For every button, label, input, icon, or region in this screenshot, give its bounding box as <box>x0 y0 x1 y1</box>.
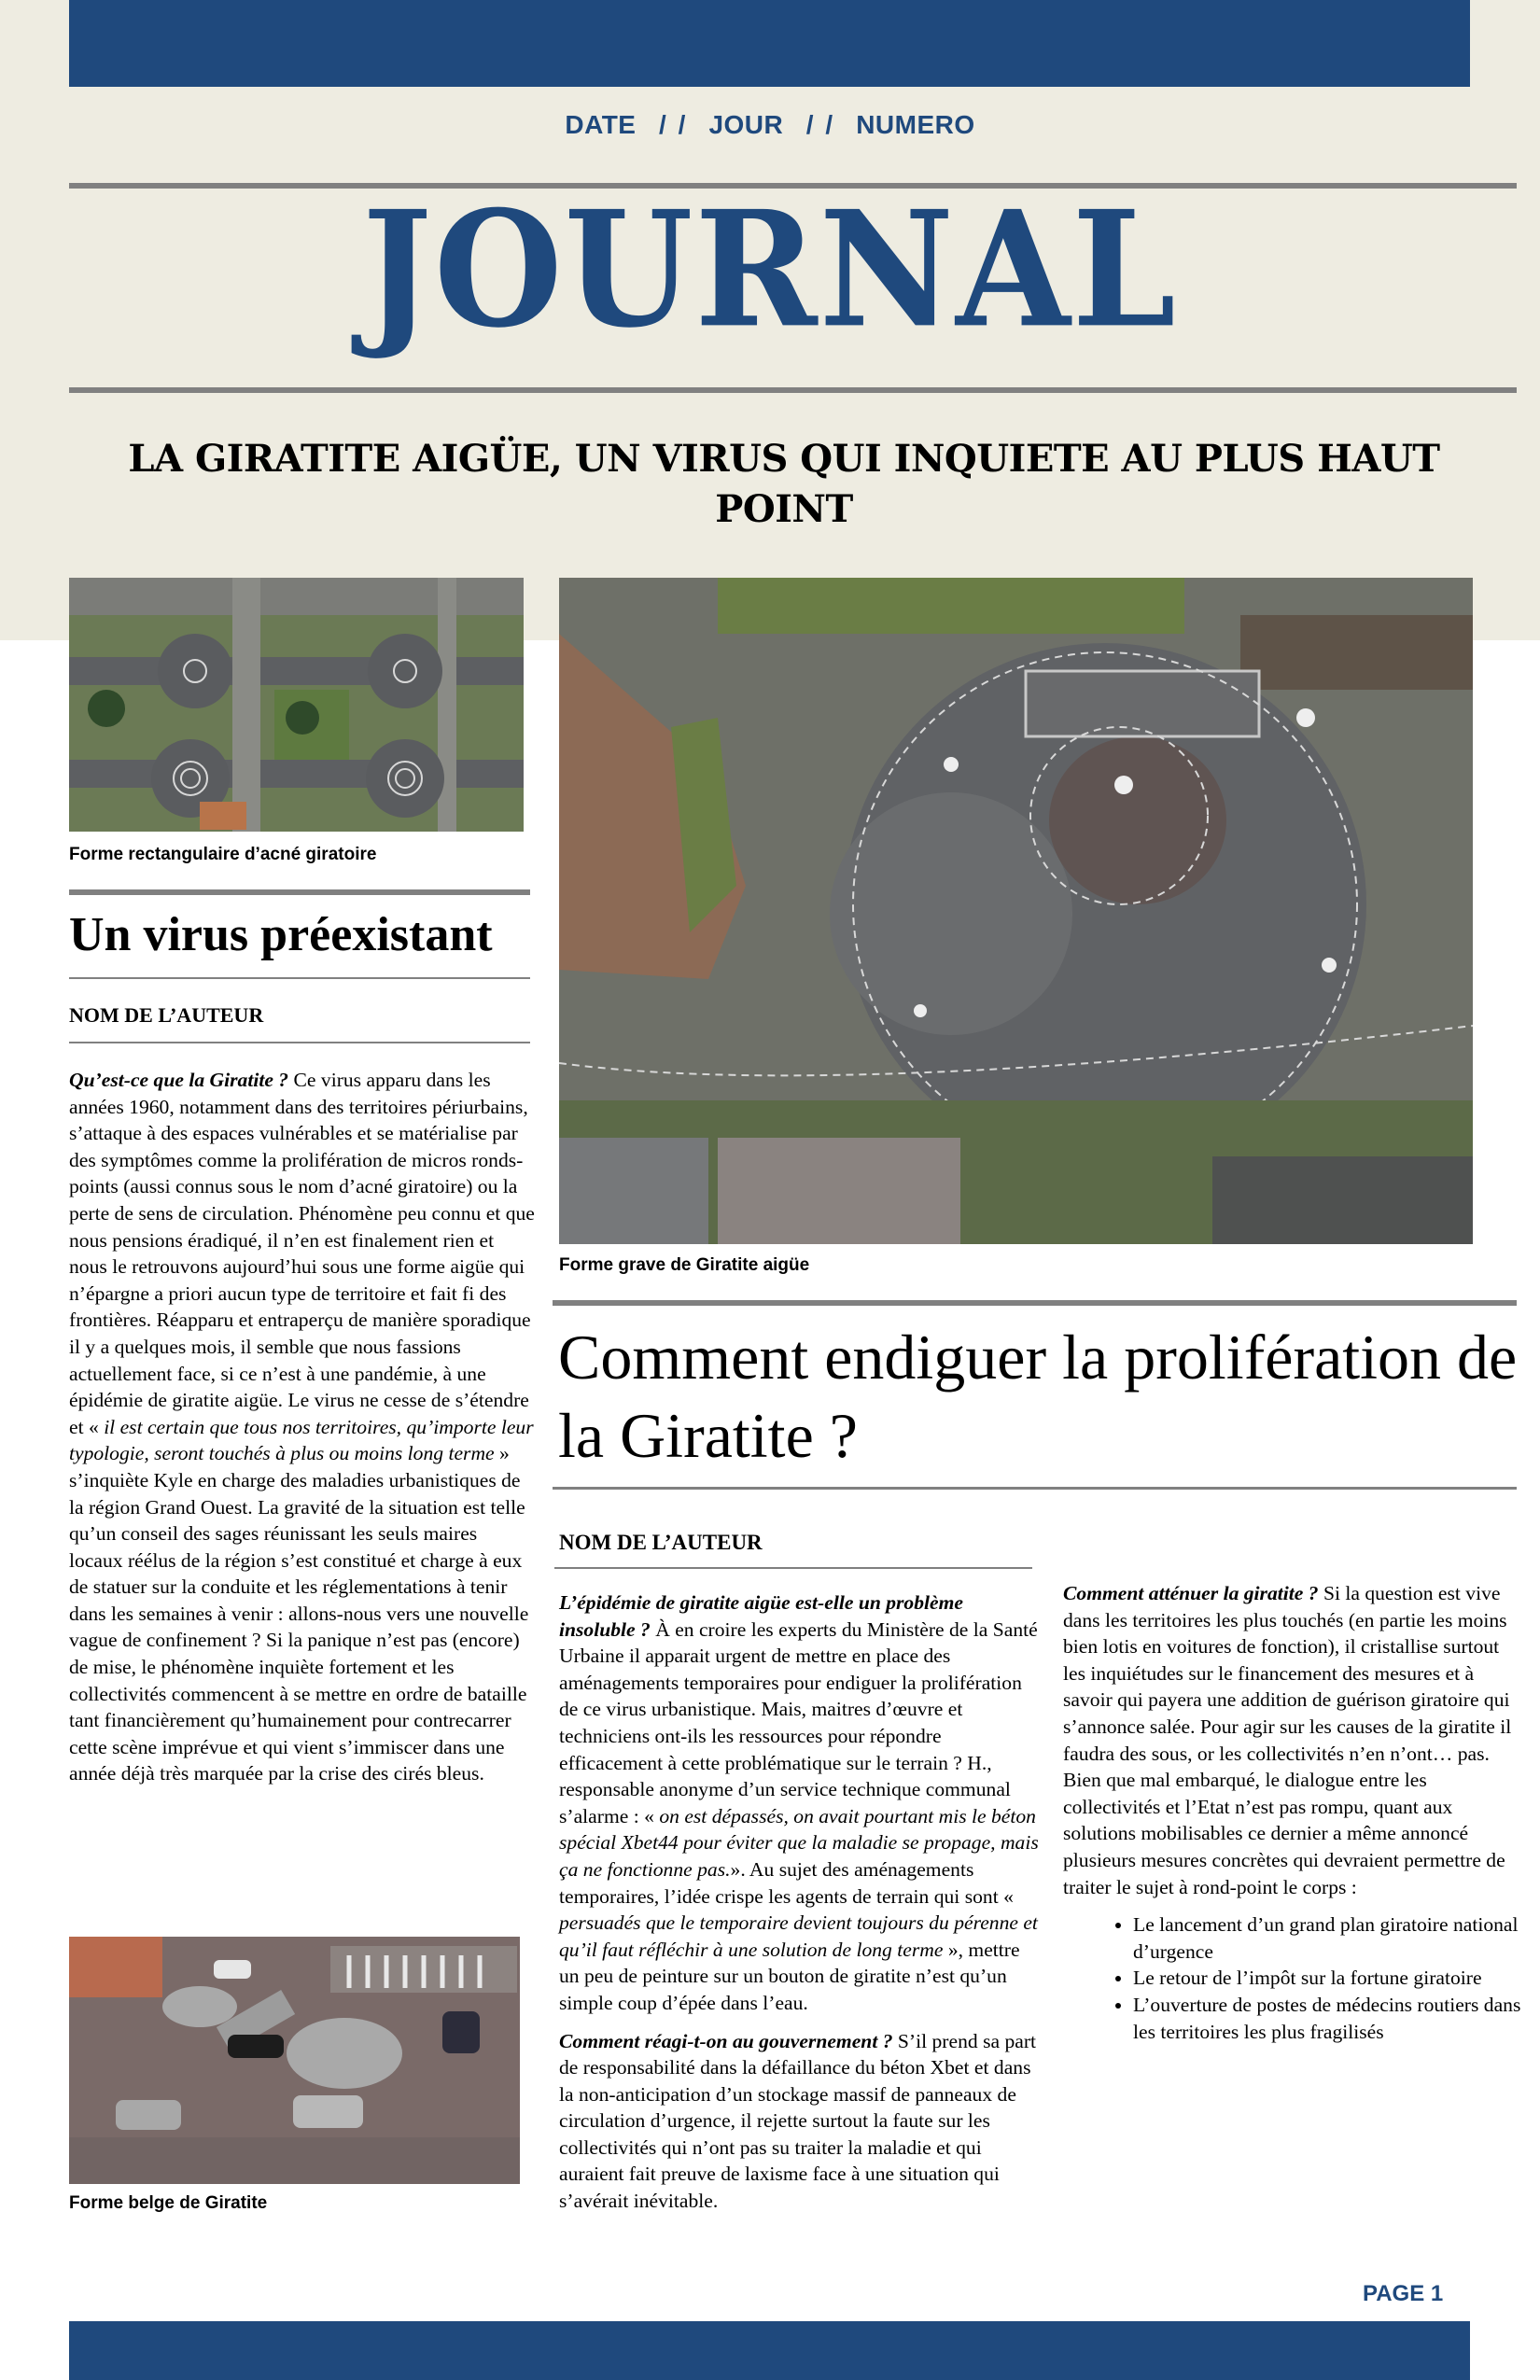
article2-top-rule <box>553 1300 1517 1306</box>
measure-item: • L’ouverture de postes de médecins routiers dans les territoires les plus fragilisés <box>1133 1992 1523 2045</box>
article2-p1-text-a: À en croire les experts du Ministère de la Santé Urbaine il apparait urgent de mettre en place des aménagements temporaires pour endiguer la prolifération de ce virus urbanistique. Mais, maitres d’œuvre et techniciens ont-ils les ressources pour répondre efficacement à cette problématique sur le terrain ? H., responsable anonyme d’un service technique communal s’alarme : « <box>559 1617 1038 1827</box>
article2-p1-text-c: », mettre un peu de peinture sur un bouton de giratite n’est qu’un simple coup d’épée dans l’eau. <box>559 1938 1020 2014</box>
article2-p3-lead: Comment atténuer la giratite ? <box>1063 1582 1319 1604</box>
caption-image-2: Forme grave de Giratite aigüe <box>559 1255 810 1275</box>
article1-paragraph <box>69 1067 536 1787</box>
article2-paragraph-3 <box>1063 1580 1523 1900</box>
aerial-roundabouts-photo <box>69 578 524 832</box>
measure-item: • Le retour de l’impôt sur la fortune giratoire <box>1133 1965 1523 1992</box>
caption-image-1: Forme rectangulaire d’acné giratoire <box>69 845 377 864</box>
article2-p1-quote-b: persuadés que le temporaire devient toujours du pérenne et qu’il faut réfléchir à une solution de long terme <box>559 1911 1038 1961</box>
image-belgian-roundabout <box>69 1937 520 2184</box>
article2-byline-rule <box>554 1567 1032 1569</box>
article2-title: Comment endiguer la prolifération de la Giratite ? <box>558 1322 1518 1471</box>
article1-top-rule <box>69 889 530 895</box>
article2-byline: NOM DE L’AUTEUR <box>559 1531 763 1554</box>
article2-paragraph-2 <box>559 2028 1040 2215</box>
bottom-banner-bar <box>69 2321 1470 2380</box>
article1-body <box>69 1067 536 1799</box>
masthead-bottom-rule <box>69 387 1517 393</box>
article2-p1-lead: L’épidémie de giratite aigüe est-elle un problème insoluble ? <box>559 1591 963 1641</box>
article1-title-rule <box>69 977 530 979</box>
article2-paragraph-1 <box>559 1589 1040 2017</box>
dateline: DATE / / JOUR / / NUMERO <box>565 110 975 139</box>
article2-column-2 <box>1063 1580 1523 2045</box>
caption-image-3: Forme belge de Giratite <box>69 2193 268 2213</box>
article1-byline: NOM DE L’AUTEUR <box>69 1003 264 1027</box>
page-number: PAGE 1 <box>1363 2281 1444 2306</box>
article2-column-1 <box>559 1589 1040 2226</box>
article1-text-a: Ce virus apparu dans les années 1960, notamment dans des territoires périurbains, s’attaque à des espaces vulnérables et se matérialise par des symptômes comme la prolifération de micros ronds-points (aussi connus sous le nom d’acné giratoire) ou la perte de sens de circulation. Phénomène peu connu et que nous pensions éradiqué, il n’en est finalement rien et nous le retrouvons aujourd’hui sous une forme aigüe qui n’épargne a priori aucun type de territoire et fait fi des frontières. Réapparu et entraperçu de manière sporadique il y a quelques mois, il semble que nous fassions actuellement face, si ce n’est à une pandémie, à une épidémie de giratite aigüe. Le virus ne cesse de s’étendre et « <box>69 1069 535 1438</box>
measure-item: • Le lancement d’un grand plan giratoire national d’urgence <box>1133 1911 1523 1965</box>
article1-text-b: » s’inquiète Kyle en charge des maladies urbanistiques de la région Grand Ouest. La gravité de la situation est telle qu’un conseil des sages réunissant les seuls maires locaux réélus de la région s’est constitué et charge à eux de statuer sur la conduite et les réglementations à tenir dans les semaines à venir : allons-nous vers une nouvelle vague de confinement ? Si la panique n’est pas (encore) de mise, le phénomène inquiète fortement et les collectivités commencent à se mettre en ordre de bataille tant financièrement qu’humainement pour contrecarrer cette scène imprévue et qui vient s’immiscer dans une année déjà très marquée par la crise des cirés bleus. <box>69 1442 529 1785</box>
article1-lead: Qu’est-ce que la Giratite ? <box>69 1069 289 1091</box>
article1-byline-rule <box>69 1042 530 1043</box>
article2-p3-text: Si la question est vive dans les territoires les plus touchés (en partie les moins bien lotis en voitures de fonction), il cristallise surtout les inquiétudes sur le financement des mesures et à savoir qui payera une addition de guérison giratoire qui s’annonce salée. Pour agir sur les causes de la giratite il faudra des sous, or les collectivités n’en n’ont… pas. Bien que mal embarqué, le dialogue entre les collectivités et l’Etat n’est pas rompu, quant aux solutions mobilisables ce dernier a même annoncé plusieurs mesures concrètes qui devraient permettre de traiter le sujet à rond-point le corps : <box>1063 1582 1512 1898</box>
measures-list <box>1063 1911 1523 2045</box>
article1-title: Un virus préexistant <box>69 908 493 961</box>
article2-p1-quote-a: on est dépassés, on avait pourtant mis le béton spécial Xbet44 pour éviter que la maladie se propage, mais ça ne fonctionne pas. <box>559 1804 1039 1881</box>
article2-p1-text-b: ». Au sujet des aménagements temporaires, l’idée crispe les agents de terrain qui sont « <box>559 1857 1014 1908</box>
article2-p2-lead: Comment réagi-t-on au gouvernement ? <box>559 2029 893 2052</box>
image-magic-roundabout <box>559 578 1473 1244</box>
article2-p2-text: S’il prend sa part de responsabilité dans la défaillance du béton Xbet et dans la non-anticipation d’un stockage massif de panneaux de circulation d’urgence, il rejette surtout la faute sur les collectivités qui n’ont pas su traiter la maladie et qui auraient fait preuve de laxisme face à une situation qui s’avérait inévitable. <box>559 2029 1037 2213</box>
top-banner-bar <box>69 0 1470 87</box>
masthead-title: JOURNAL <box>362 176 1178 364</box>
belgian-roundabout-photo <box>69 1937 520 2184</box>
main-headline: LA GIRATITE AIGÜE, UN VIRUS QUI INQUIETE AU PLUS HAUT POINT <box>128 437 1440 531</box>
article2-title-rule <box>553 1487 1517 1490</box>
article1-quote: il est certain que tous nos territoires, qu’importe leur typologie, seront touchés à plus ou moins long terme <box>69 1415 534 1465</box>
image-rectangular-roundabouts <box>69 578 524 832</box>
aerial-magic-roundabout-photo <box>559 578 1473 1244</box>
